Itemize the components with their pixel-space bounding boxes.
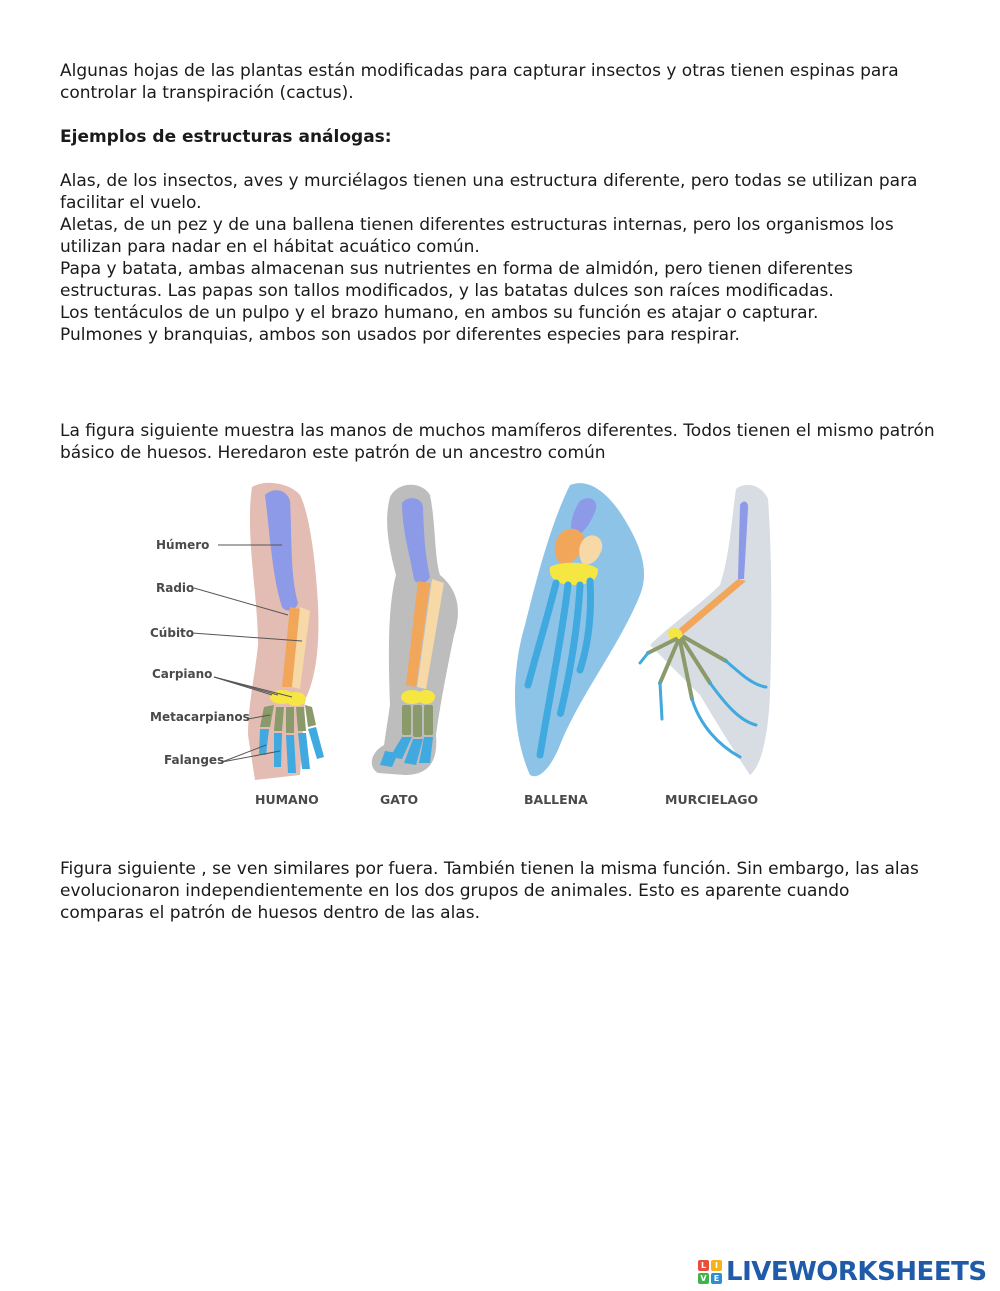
human-arm (248, 483, 324, 780)
example-line: Alas, de los insectos, aves y murciélagos tienen una estructura diferente, pero todas se utilizan para (60, 171, 918, 191)
example-line: Papa y batata, ambas almacenan sus nutrientes en forma de almidón, pero tienen diferentes (60, 259, 854, 279)
homologous-limbs-figure (140, 475, 790, 815)
bat-wing (640, 485, 771, 775)
closing-line: evolucionaron independientemente en los dos grupos de animales. Esto es aparente cuando (60, 881, 850, 901)
label-radio: Radio (156, 581, 195, 595)
label-metacarpianos: Metacarpianos (150, 710, 250, 724)
logo-mark-icon (698, 1260, 722, 1284)
closing-line: comparas el patrón de huesos dentro de las alas. (60, 903, 481, 923)
logo-mark-letter: I (711, 1260, 722, 1271)
example-line: utilizan para nadar en el hábitat acuático común. (60, 237, 480, 257)
logo-wordmark: LIVEWORKSHEETS (726, 1257, 987, 1287)
caption-murcielago: MURCIELAGO (665, 792, 759, 807)
logo-mark-letter: V (698, 1273, 709, 1284)
logo-mark-letter: L (698, 1260, 709, 1271)
label-cubito: Cúbito (150, 626, 195, 640)
caption-humano: HUMANO (255, 792, 319, 807)
closing-line: Figura siguiente , se ven similares por fuera. También tienen la misma función. Sin embargo, las alas (60, 859, 919, 879)
example-line: facilitar el vuelo. (60, 193, 202, 213)
label-humero: Húmero (156, 538, 210, 552)
intro-paragraph (60, 60, 940, 104)
example-line: Pulmones y branquias, ambos son usados por diferentes especies para respirar. (60, 325, 740, 345)
intro-line: controlar la transpiración (cactus). (60, 83, 354, 103)
label-carpiano: Carpiano (152, 667, 213, 681)
caption-gato: GATO (380, 792, 419, 807)
figure-intro-line: básico de huesos. Heredaron este patrón de un ancestro común (60, 443, 606, 463)
examples-paragraph (60, 170, 940, 346)
figure-intro-paragraph (60, 420, 940, 464)
examples-heading: Ejemplos de estructuras análogas: (60, 127, 392, 147)
liveworksheets-logo (698, 1256, 987, 1288)
label-falanges: Falanges (164, 753, 225, 767)
example-line: Los tentáculos de un pulpo y el brazo humano, en ambos su función es atajar o capturar. (60, 303, 819, 323)
example-line: Aletas, de un pez y de una ballena tienen diferentes estructuras internas, pero los organismos los (60, 215, 894, 235)
cat-leg (372, 485, 458, 775)
example-line: estructuras. Las papas son tallos modificados, y las batatas dulces son raíces modificadas. (60, 281, 834, 301)
cat-metacarpals (402, 705, 433, 737)
closing-paragraph (60, 858, 940, 924)
intro-line: Algunas hojas de las plantas están modificadas para capturar insectos y otras tienen espinas para (60, 61, 899, 81)
figure-intro-line: La figura siguiente muestra las manos de muchos mamíferos diferentes. Todos tienen el mismo patrón (60, 421, 935, 441)
whale-flipper (515, 483, 644, 776)
cat-carpals (401, 690, 435, 704)
caption-ballena: BALLENA (524, 792, 588, 807)
logo-mark-letter: E (711, 1273, 722, 1284)
